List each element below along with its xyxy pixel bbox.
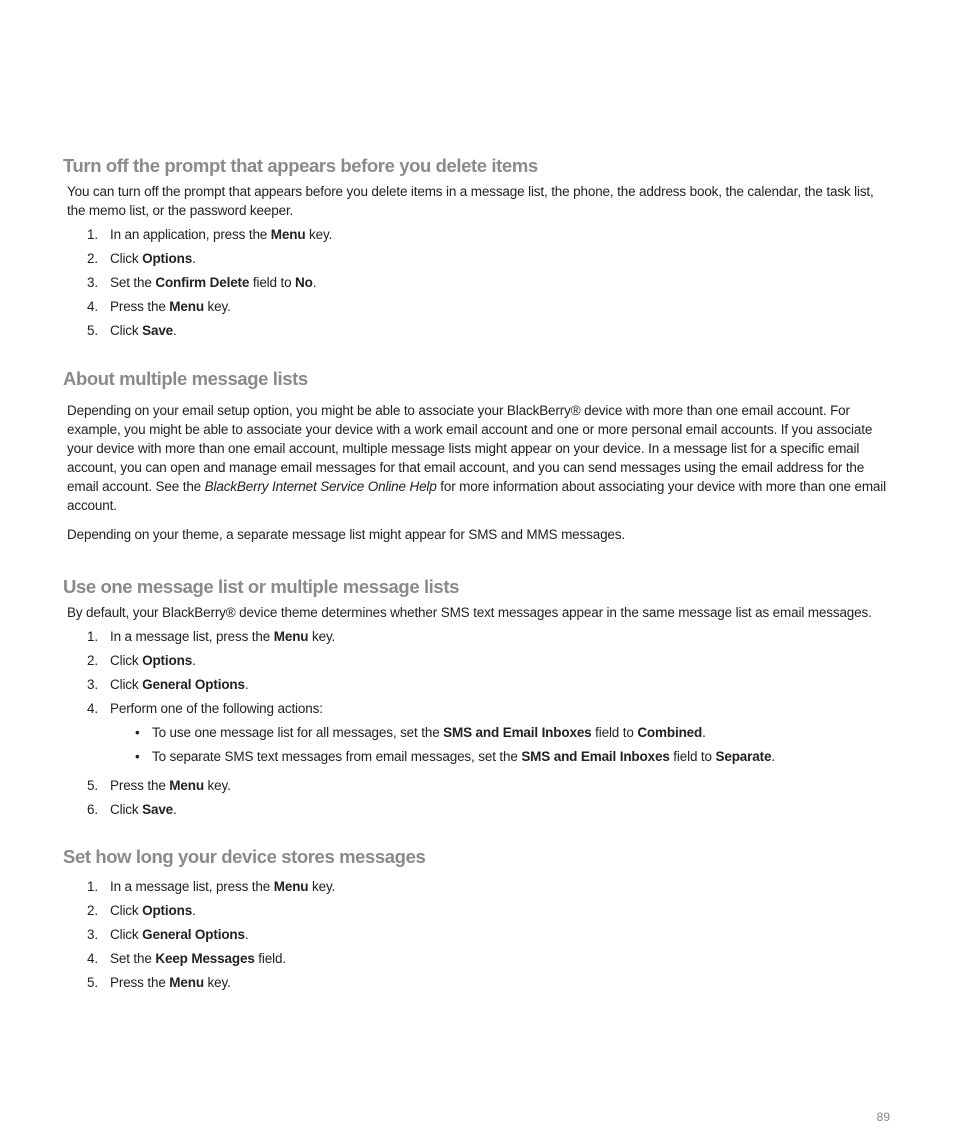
list-item: 3. Click General Options.	[87, 927, 249, 942]
page-number: 89	[876, 1110, 890, 1124]
list-item: 2. Click Options.	[87, 653, 196, 668]
list-item: 1. In a message list, press the Menu key.	[87, 879, 336, 894]
body-paragraph: Depending on your email setup option, you might be able to associate your BlackBerry® device with more than one email account. For example, you might be able to associate your device with a work email account and one or more personal email accounts. If you associate your device with more than one email account, multiple message lists might appear on your device. In a message list for a specific email account, you can open and manage email messages for that email account, and you can send messages using the email address for the email account. See the BlackBerry Internet Service Online Help for more information about associating your device with more than one email account.	[67, 403, 886, 513]
list-item: 3. Click General Options.	[87, 677, 249, 692]
section-heading: About multiple message lists	[63, 368, 308, 389]
action-options-list	[110, 721, 893, 774]
list-item: 4. Set the Keep Messages field.	[87, 951, 286, 966]
steps-list	[63, 223, 893, 343]
list-item: 3. Set the Confirm Delete field to No.	[87, 275, 317, 290]
online-help-reference: BlackBerry Internet Service Online Help	[204, 479, 437, 494]
section-heading: Turn off the prompt that appears before you delete items	[63, 155, 538, 176]
section-heading: Set how long your device stores messages	[63, 846, 426, 867]
list-item: 2. Click Options.	[87, 903, 196, 918]
list-item: 1. In an application, press the Menu key.	[87, 227, 333, 242]
section-turn-off-delete-prompt	[63, 154, 893, 343]
list-item: • To separate SMS text messages from email messages, set the SMS and Email Inboxes field to Separate.	[110, 745, 893, 769]
list-item: 6. Click Save.	[87, 802, 177, 817]
section-intro: You can turn off the prompt that appears before you delete items in a message list, the phone, the address book, the calendar, the task list, the memo list, or the password keeper.	[67, 184, 874, 218]
list-item: 5. Press the Menu key.	[87, 975, 231, 990]
section-heading: Use one message list or multiple message lists	[63, 576, 459, 597]
list-item: 4. Perform one of the following actions: • To use one message list for all messages, set the SMS and Email Inboxes field to Combined. • To separate SMS text messages from email messages, set the SMS and Email Inboxes field to Separate.	[63, 697, 893, 774]
steps-list	[63, 875, 893, 995]
list-item: 2. Click Options.	[87, 251, 196, 266]
section-use-one-or-multiple-lists	[63, 575, 893, 822]
steps-list	[63, 625, 893, 822]
list-item: 4. Press the Menu key.	[87, 299, 231, 314]
list-item: 5. Click Save.	[87, 323, 177, 338]
list-item: 5. Press the Menu key.	[87, 778, 231, 793]
body-paragraph: Depending on your theme, a separate message list might appear for SMS and MMS messages.	[67, 527, 625, 542]
list-item: 1. In a message list, press the Menu key.	[87, 629, 336, 644]
section-set-message-storage-duration	[63, 845, 893, 995]
list-item: • To use one message list for all messages, set the SMS and Email Inboxes field to Combined.	[110, 721, 893, 745]
section-intro: By default, your BlackBerry® device theme determines whether SMS text messages appear in the same message list as email messages.	[67, 605, 872, 620]
section-about-multiple-message-lists	[63, 367, 893, 544]
